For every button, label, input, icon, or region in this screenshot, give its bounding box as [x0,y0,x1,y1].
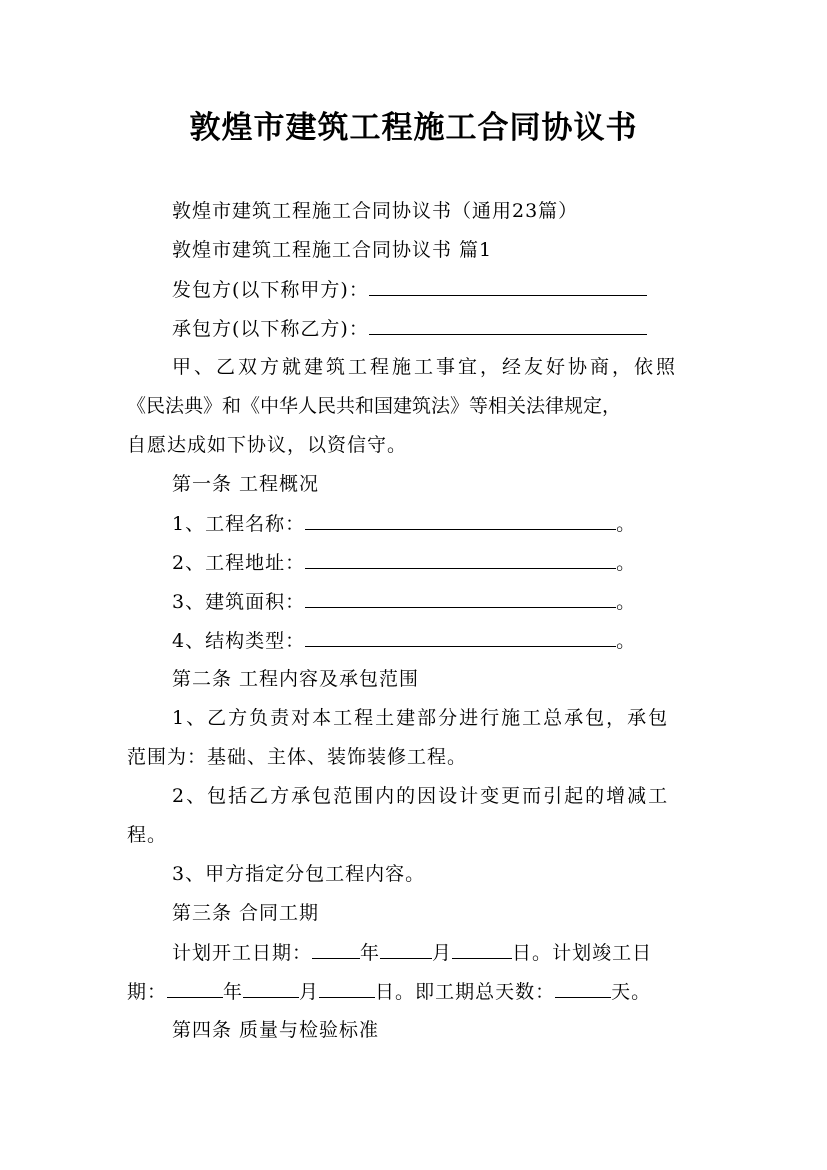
structure-type-blank [305,626,616,647]
document-title: 敦煌市建筑工程施工合同协议书 [189,110,638,146]
year-label: 年 [223,981,244,1003]
item-building-area [172,587,712,616]
schedule-line-1 [172,938,712,967]
subtitle: 敦煌市建筑工程施工合同协议书（通用23篇） [172,200,579,222]
building-area-blank [305,587,616,608]
party-b-label: 承包方(以下称乙方)： [172,318,369,340]
project-address-blank [305,548,616,569]
item-structure-type-label: 4、结构类型： [172,630,306,652]
day-label: 日。 [512,942,553,964]
month-label: 月 [432,942,453,964]
party-a-line [172,275,712,304]
start-date-label: 计划开工日期： [172,942,313,964]
total-days-label: 即工期总天数： [415,981,556,1003]
total-days-blank [555,977,611,998]
article-2-heading: 第二条 工程内容及承包范围 [172,668,420,690]
year-label: 年 [360,942,381,964]
end-year-blank [167,977,223,998]
party-b-line [172,314,712,343]
item-project-name-label: 1、工程名称： [172,513,306,535]
party-a-blank [369,275,647,296]
schedule-line-2 [127,977,707,1006]
article-4-heading: 第四条 质量与检验标准 [172,1019,380,1041]
item-structure-type [172,626,712,655]
period: 。 [616,591,637,613]
chapter-heading: 敦煌市建筑工程施工合同协议书 篇1 [172,239,493,261]
end-date-label-cont: 期： [127,981,168,1003]
article-1-heading: 第一条 工程概况 [172,473,320,495]
days-unit: 天。 [611,981,652,1003]
start-day-blank [452,938,512,959]
scope-2-line-2: 程。 [127,824,168,846]
item-project-address-label: 2、工程地址： [172,552,306,574]
end-date-label: 计划竣工日 [552,942,653,964]
intro-line-1: 甲、乙双方就建筑工程施工事宜，经友好协商，依照 [172,356,679,378]
item-building-area-label: 3、建筑面积： [172,591,306,613]
party-a-label: 发包方(以下称甲方)： [172,279,369,301]
scope-1-line-2: 范围为：基础、主体、装饰装修工程。 [127,746,468,768]
scope-3: 3、甲方指定分包工程内容。 [172,863,426,885]
item-project-address [172,548,712,577]
end-day-blank [319,977,375,998]
project-name-blank [305,509,616,530]
start-year-blank [312,938,360,959]
intro-line-2: 《民法典》和《中华人民共和国建筑法》等相关法律规定， [127,395,622,417]
scope-2-line-1: 2、包括乙方承包范围内的因设计变更而引起的增减工 [172,785,670,807]
party-b-blank [369,314,647,335]
item-project-name [172,509,712,538]
period: 。 [616,552,637,574]
end-month-blank [243,977,299,998]
article-3-heading: 第三条 合同工期 [172,902,320,924]
scope-1-line-1: 1、乙方负责对本工程土建部分进行施工总承包，承包 [172,707,670,729]
period: 。 [616,513,637,535]
start-month-blank [380,938,432,959]
day-label: 日。 [375,981,416,1003]
period: 。 [616,630,637,652]
intro-line-3: 自愿达成如下协议，以资信守。 [127,434,408,456]
month-label: 月 [299,981,320,1003]
